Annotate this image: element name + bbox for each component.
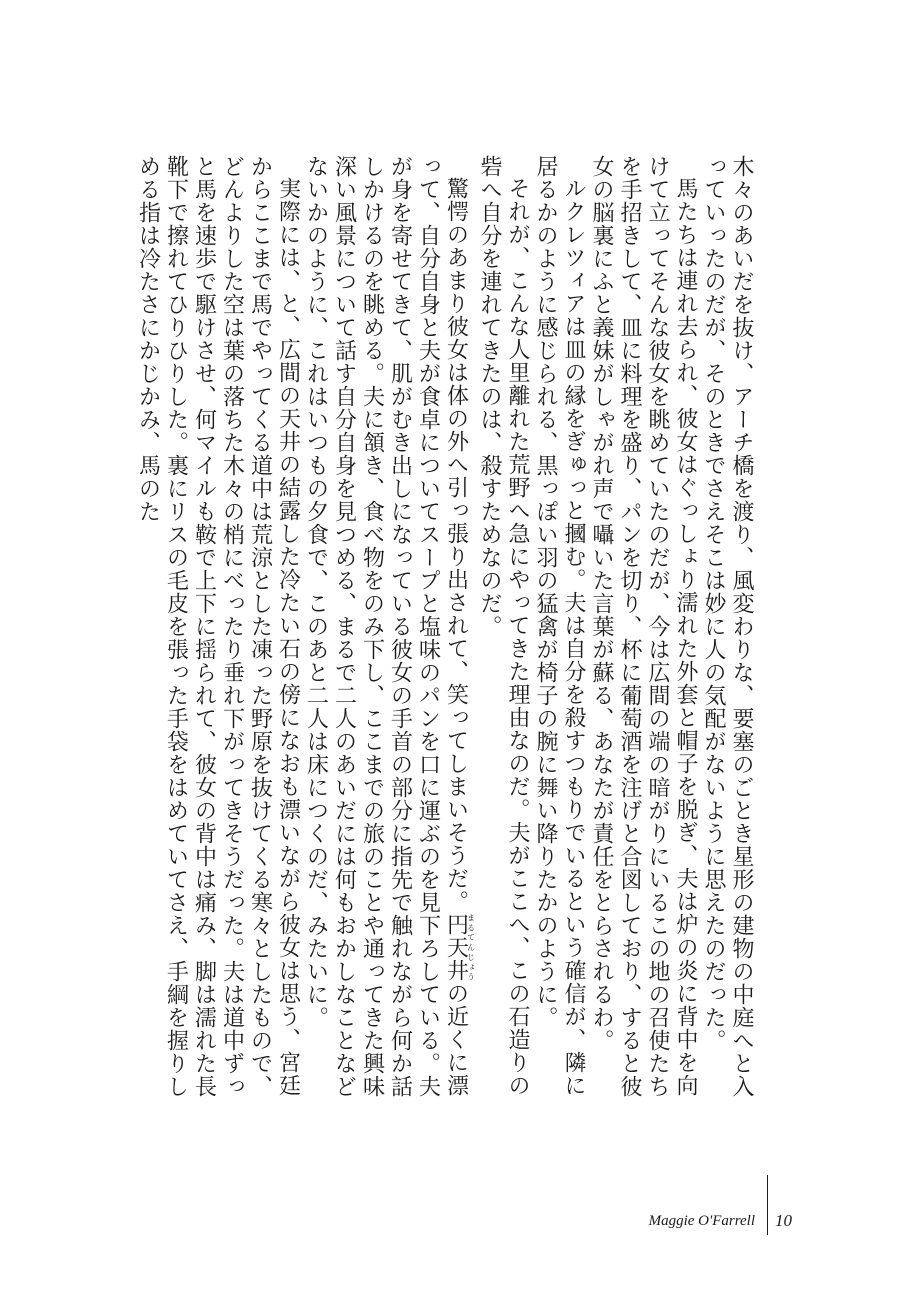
- paragraph: 木々のあいだを抜け、アーチ橋を渡り、風変わりな、要塞のごとき星形の建物の中庭へと入っていったのだが、そのときでさえそこは妙に人の気配がないように思えたのだった。: [701, 155, 754, 1098]
- paragraph: ルクレツィアは皿の縁をぎゅっと摑む。夫は自分を殺すつもりでいるという確信が、隣に居るかのように感じられる、黒っぽい羽の猛禽が椅子の腕に舞い降りたかのように。: [533, 155, 586, 1097]
- paragraph-text-segment: 驚愕のあまり彼女は体の外へ引っ張り出されて、笑ってしまいそうだ。: [443, 177, 469, 913]
- paragraph: 実際には、と、広間の天井の結露した冷たい石の傍になおも漂いながら彼女は思う、宮廷からここまで馬でやってくる道中は荒涼とした凍った野原を抜けてくる寒々としたもので、どんよりした空は葉の落ちた木々の梢にべったり垂れ下がってきそうだった。夫は道中ずっと馬を速歩で駆けさせ、何マイルも鞍で上下に揺られて、彼女の背中は痛み、脚は濡れた長靴下で擦れてひりひりした。裏にリスの毛皮を張った手袋をはめていてさえ、手綱を握りしめる指は冷たさにかじかみ、馬のた: [135, 155, 301, 1098]
- paragraph: [302, 155, 476, 1105]
- ruby-reading: まるてんじょう: [466, 913, 476, 982]
- main-text-block: [105, 155, 755, 1105]
- ruby-annotation: [443, 913, 476, 982]
- author-name: Maggie O'Farrell: [648, 1213, 755, 1229]
- page-footer: [645, 1175, 825, 1235]
- paragraph: 馬たちは連れ去られ、彼女はぐっしょり濡れた外套と帽子を脱ぎ、夫は炉の炎に背中を向けて立ってそんな彼女を眺めていたのだが、今は広間の端の暗がりにいるこの地の召使たちを手招きして、皿に料理を盛り、パンを切り、杯に葡萄酒を注げと合図しており、すると彼女の脳裏にふと義妹がしゃがれ声で囁いた言葉が蘇る、あなたが責任をとらされるわ。: [589, 155, 698, 1098]
- footer-divider: [767, 1175, 768, 1235]
- ruby-base: 円天井: [443, 913, 469, 982]
- page-number: 10: [775, 1211, 792, 1230]
- paragraph-text-segment: の近くに漂って、自分自身と夫が食卓についてスープと塩味のパンを口に運ぶのを見下ろしている。夫が身を寄せてきて、肌がむき出しになっている彼女の手首の部分に指先で触れながら何か話しかけるのを眺める。夫に頷き、食べ物をのみ下し、ここまでの旅のことや通ってきた興味深い風景について話す自分自身を見つめる、まるで二人のあいだには何もおかしなことなどないかのように、これはいつもの夕食で、このあと二人は床につくのだ、みたいに。: [303, 155, 469, 1098]
- paragraph: それが、こんな人里離れた荒野へ急にやってきた理由なのだ。夫がここへ、この石造りの砦へ自分を連れてきたのは、殺すためなのだ。: [477, 155, 530, 1097]
